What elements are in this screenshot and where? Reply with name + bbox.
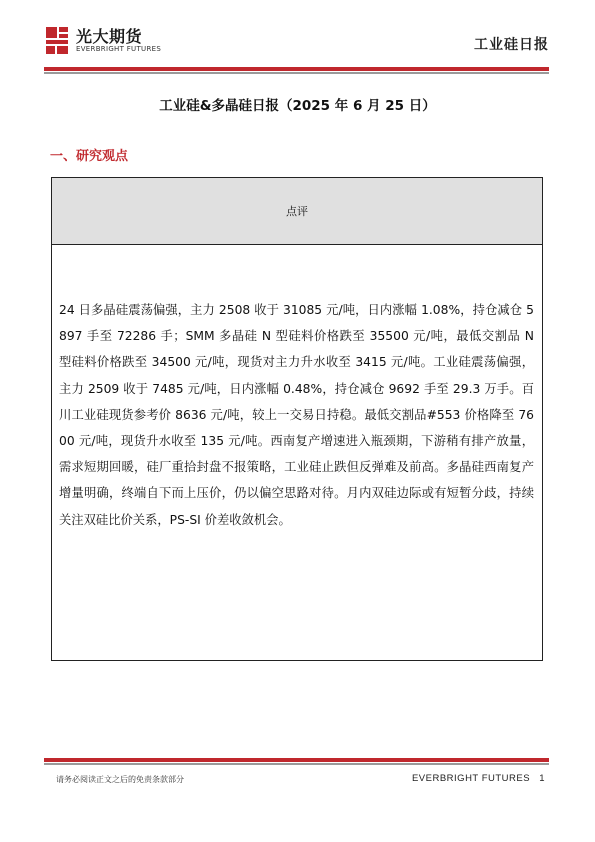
document-title: 工业硅&多晶硅日报（2025 年 6 月 25 日） <box>159 98 436 114</box>
logo-brand-cn: 光大期货 <box>76 27 143 46</box>
header-divider <box>44 67 549 71</box>
company-logo <box>44 22 174 58</box>
commentary-header: 点评 <box>52 178 542 245</box>
footer-brand-name: EVERBRIGHT FUTURES <box>411 773 531 784</box>
page-number: 1 <box>539 773 545 784</box>
logo-brand-en: EVERBRIGHT FUTURES <box>76 45 162 53</box>
section-heading: 一、研究观点 <box>50 149 129 164</box>
header-divider-shadow <box>44 72 549 74</box>
report-type-label: 工业硅日报 <box>474 37 549 53</box>
commentary-body: 24 日多晶硅震荡偏强，主力 2508 收于 31085 元/吨，日内涨幅 1.08%，持仓减仓 5897 手至 72286 手；SMM 多晶硅 N 型硅料价格跌至 35500 元/吨，最低交割品 N 型硅料价格跌至 34500 元/吨，现货对主力升水收至 3415 元/吨。工业硅震荡偏强，主力 2509 收于 7485 元/吨，日内涨幅 0.48%，持仓减仓 9692 手至 29.3 万手。百川工业硅现货参考价 8636 元/吨，较上一交易日持稳。最低交割品#553 价格降至 7600 元/吨，现货升水收至 135 元/吨。西南复产增速进入瓶颈期，下游稍有排产放量，需求短期回暖，硅厂重拾封盘不报策略，工业硅止跌但反弹难及前高。多晶硅西南复产增量明确，终端自下而上压价，仍以偏空思路对待。月内双硅边际或有短暂分歧，持续关注双硅比价关系，PS-SI 价差收敛机会。 <box>59 303 534 527</box>
everbright-logo-icon <box>44 24 70 56</box>
footer-divider-shadow <box>44 763 549 765</box>
footer-brand <box>412 773 545 784</box>
footer-divider <box>44 758 549 762</box>
commentary-table <box>51 177 543 661</box>
footer-disclaimer: 请务必阅读正文之后的免责条款部分 <box>56 775 184 784</box>
